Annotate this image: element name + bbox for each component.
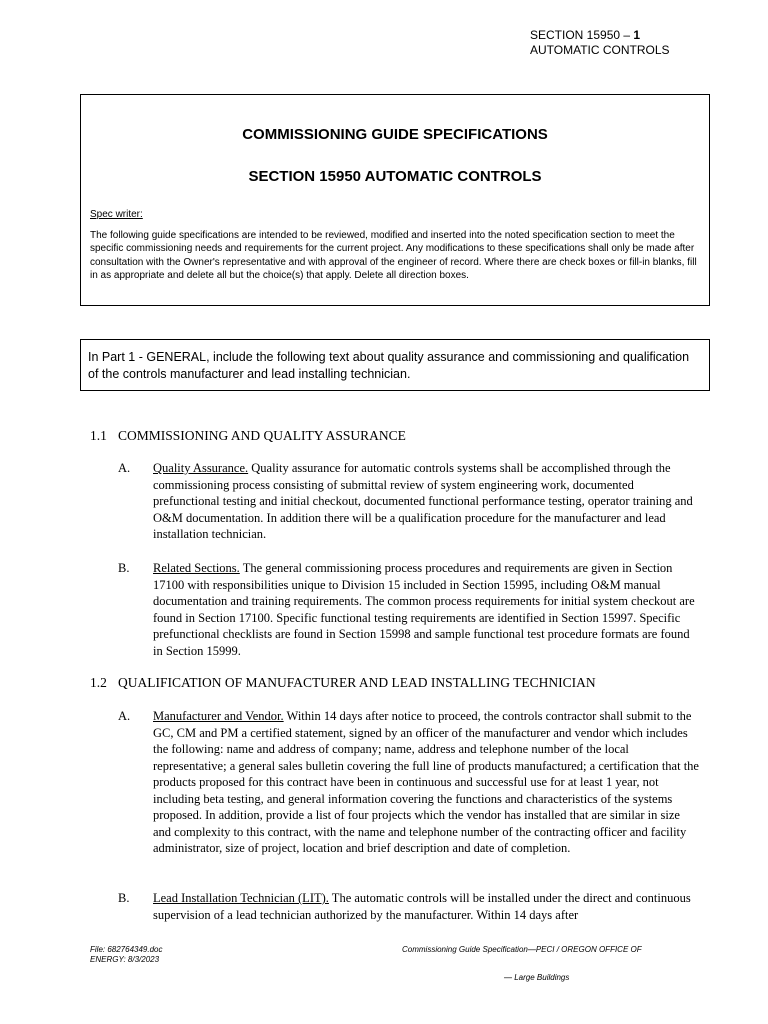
direction-text: In Part 1 - GENERAL, include the following text about quality assurance and commissioning and qualification of the controls manufacturer and lead installing technician. [88,350,690,381]
spec-writer-box [80,94,710,306]
item-body [153,560,701,659]
page-number: 1 [633,28,641,42]
section-number: 1.2 [90,675,107,690]
section-title: SECTION 15950 AUTOMATIC CONTROLS [248,168,542,185]
section-heading-1-2 [90,675,596,691]
section-heading-1-1 [90,428,406,444]
footer-file-name: File: 682764349.doc [90,945,163,954]
section-label: SECTION 15950 – [530,28,634,42]
page-header [530,28,730,58]
item-letter: A. [118,461,131,475]
item-body [153,890,701,923]
footer-date: ENERGY: 8/3/2023 [90,955,160,964]
item-letter: A. [118,709,131,723]
spec-writer-label: Spec writer: [90,209,143,220]
item-body [153,708,701,857]
section-number: 1.1 [90,428,107,443]
item-title: Quality Assurance. [153,461,249,475]
direction-box [80,339,710,391]
item-letter: B. [118,891,130,905]
item-text: Quality assurance for automatic controls systems shall be accomplished through the commissioning process consisting of submittal review of system engineering work, documented prefunctional testing and initial checkout, documented functional performance testing, operator training and O&M documentation. In addition there will be a qualification procedure for the manufacturer and lead installation technician. [153,461,693,541]
footer-document-title [402,945,722,982]
item-body [153,460,701,543]
footer-title-line: Commissioning Guide Specification—PECI / OREGON OFFICE OF [402,945,642,954]
footer-file-info [90,945,163,965]
item-title: Manufacturer and Vendor. [153,709,284,723]
item-text: Within 14 days after notice to proceed, the controls contractor shall submit to the GC, CM and PM a certified statement, signed by an officer of the manufacturer and vendor which includes the following: name and address of company; name, address and telephone number of the local representative; a general sales bulletin covering the full line of products manufactured; a certification that the products proposed for this contract have been in continuous and successful use for at least 1 year, not including beta testing, and general information covering the functions and characteristics of the systems proposed. In addition, provide a list of four projects which the vendor has installed that are similar in size and complexity to this contract, with the name and telephone number of the contracting officer and facility administrator, size of project, location and brief description and date of completion. [153,709,699,855]
section-number-line [530,28,730,43]
footer-subtitle-line: — Large Buildings [504,973,570,982]
item-text: The general commissioning process procedures and requirements are given in Section 17100 with responsibilities unique to Division 15 included in Section 15995, including O&M manual documentation and training requirements. The common process requirements for initial system checkout are found in Section 17100. Specific functional testing requirements are identified in Section 15997. Specific prefunctional checklists are found in Section 15998 and sample functional test procedure formats are found in Section 15999. [153,561,695,658]
guide-title: COMMISSIONING GUIDE SPECIFICATIONS [242,126,548,143]
item-title: Lead Installation Technician (LIT). [153,891,329,905]
item-title: Related Sections. [153,561,240,575]
item-letter: B. [118,561,130,575]
section-heading-title: COMMISSIONING AND QUALITY ASSURANCE [118,428,406,443]
item-text: The automatic controls will be installed under the direct and continuous supervision of a lead technician authorized by the manufacturer. Within 14 days after [153,891,691,922]
spec-writer-paragraph: The following guide specifications are intended to be reviewed, modified and inserted into the noted specification section to meet the specific commissioning needs and requirements for the current project. Any modifications to these specifications shall only be made after consultation with the Owner's representative and with approval of the engineer of record. Where there are check boxes or fill-in blanks, fill in as appropriate and delete all but the choice(s) that apply. Delete all direction boxes. [90,230,697,281]
section-heading-title: QUALIFICATION OF MANUFACTURER AND LEAD INSTALLING TECHNICIAN [118,675,596,690]
section-subtitle: AUTOMATIC CONTROLS [530,43,670,57]
